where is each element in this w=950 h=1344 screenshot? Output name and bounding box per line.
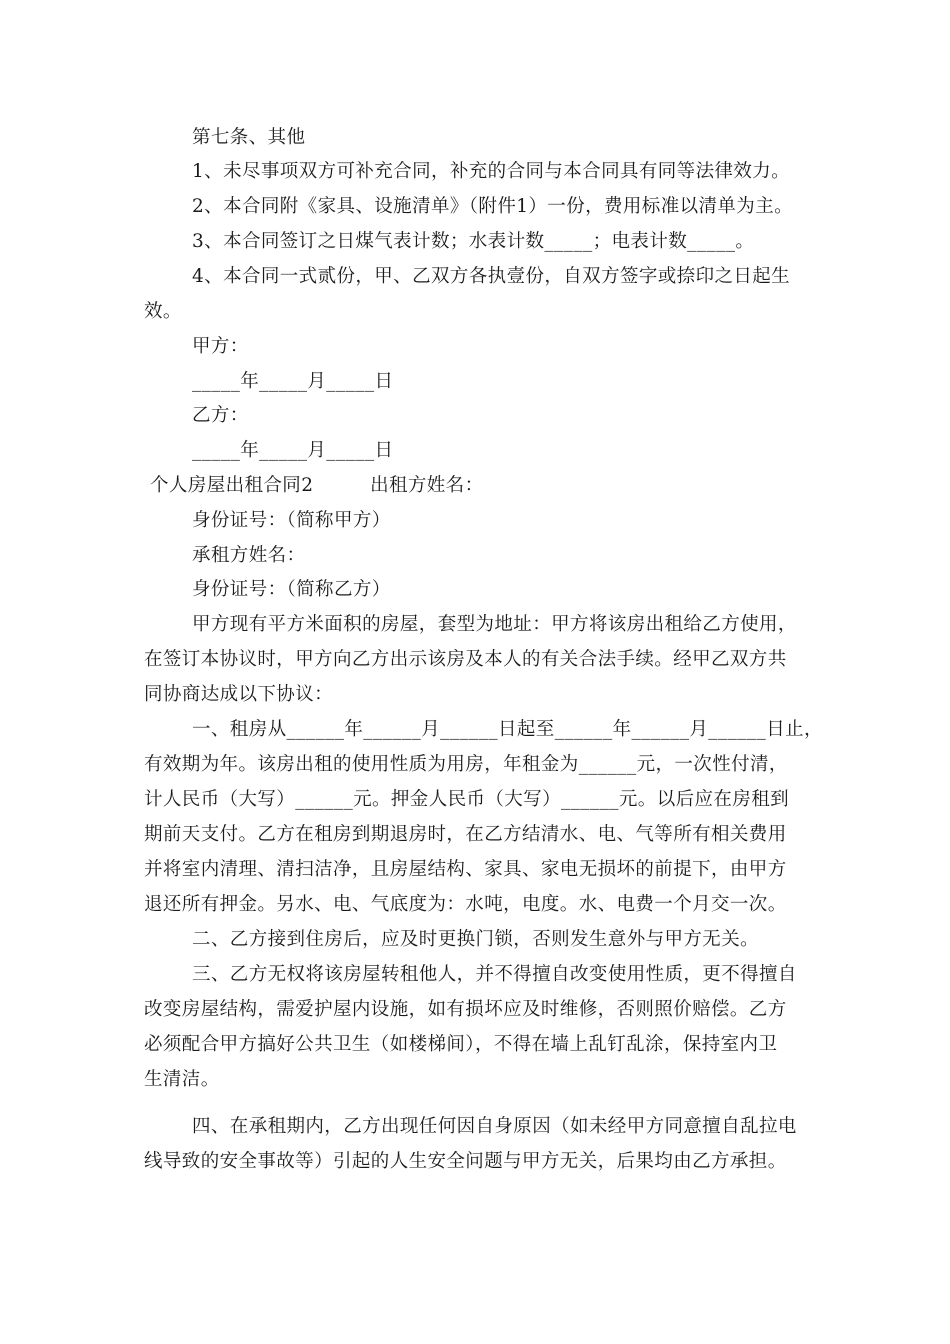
clause-1-line: 有效期为年。该房出租的使用性质为用房，年租金为______元，一次性付清，: [144, 754, 788, 775]
clause-item-3: 3、本合同签订之日煤气表计数；水表计数_____；电表计数_____。: [192, 231, 755, 252]
clause-3-line: 改变房屋结构，需爱护屋内设施，如有损坏应及时维修，否则照价赔偿。乙方: [144, 999, 787, 1020]
clause-item-1: 1、未尽事项双方可补充合同，补充的合同与本合同具有同等法律效力。: [192, 161, 791, 182]
clause-3-line: 必须配合甲方搞好公共卫生（如楼梯间），不得在墙上乱钉乱涂，保持室内卫: [144, 1034, 778, 1055]
clause-1-line: 退还所有押金。另水、电、气底度为：水吨，电度。水、电费一个月交一次。: [144, 894, 787, 915]
lessee-name: 承租方姓名：: [192, 545, 306, 566]
clause-1-line: 计人民币（大写）______元。押金人民币（大写）______元。以后应在房租到: [144, 789, 790, 810]
party-b-label: 乙方：: [192, 405, 249, 426]
party-a-label: 甲方：: [192, 336, 249, 357]
clause-3-line: 生清洁。: [144, 1069, 220, 1090]
lessee-id: 身份证号：（简称乙方）: [192, 579, 391, 600]
clause-item-4-cont: 效。: [144, 301, 182, 322]
party-b-date: _____年_____月_____日: [192, 440, 394, 461]
clause-item-2: 2、本合同附《家具、设施清单》（附件1）一份，费用标准以清单为主。: [192, 196, 793, 217]
clause-4-line: 四、在承租期内，乙方出现任何因自身原因（如未经甲方同意擅自乱拉电: [192, 1116, 797, 1137]
clause-2-line: 二、乙方接到住房后，应及时更换门锁，否则发生意外与甲方无关。: [192, 929, 760, 950]
clause-3-line: 三、乙方无权将该房屋转租他人，并不得擅自改变使用性质，更不得擅自: [192, 964, 797, 985]
intro-paragraph-line: 同协商达成以下协议：: [144, 684, 334, 705]
clause-1-line: 并将室内清理、清扫洁净，且房屋结构、家具、家电无损坏的前提下，由甲方: [144, 859, 787, 880]
lessor-id: 身份证号：（简称甲方）: [192, 510, 391, 531]
contract-heading: 个人房屋出租合同2 出租方姓名：: [150, 475, 484, 496]
section-title: 第七条、其他: [192, 127, 306, 148]
party-a-date: _____年_____月_____日: [192, 371, 394, 392]
clause-4-line: 线导致的安全事故等）引起的人生安全问题与甲方无关，后果均由乙方承担。: [144, 1151, 787, 1172]
clause-1-line: 期前天支付。乙方在租房到期退房时，在乙方结清水、电、气等所有相关费用: [144, 824, 787, 845]
intro-paragraph-line: 在签订本协议时，甲方向乙方出示该房及本人的有关合法手续。经甲乙双方共: [144, 649, 787, 670]
clause-item-4: 4、本合同一式贰份，甲、乙双方各执壹份，自双方签字或捺印之日起生: [192, 266, 791, 287]
intro-paragraph-line: 甲方现有平方米面积的房屋，套型为地址：甲方将该房出租给乙方使用，: [192, 614, 797, 635]
clause-1-line: 一、租房从______年______月______日起至______年______月______日止，: [192, 719, 823, 740]
